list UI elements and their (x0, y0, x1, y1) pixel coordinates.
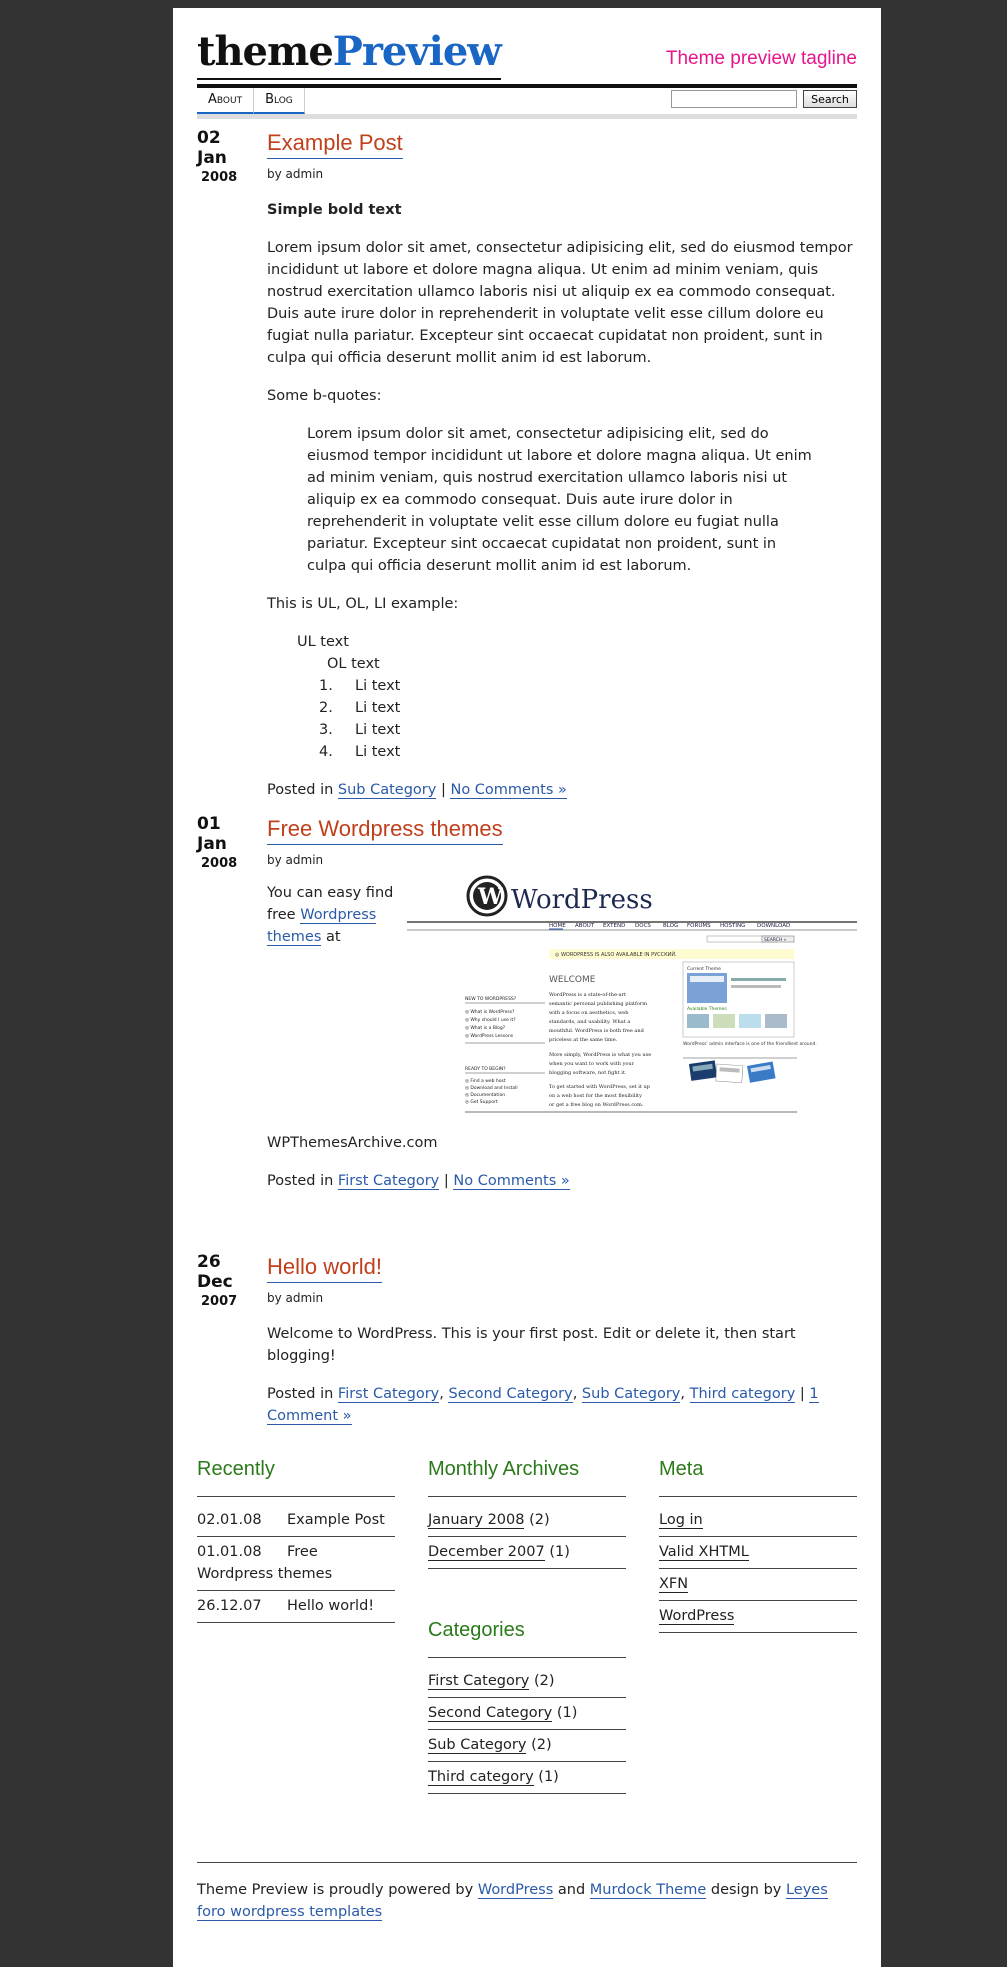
li-number: 4. (319, 744, 333, 760)
archive-item (428, 1505, 626, 1537)
category-count: (1) (538, 1769, 559, 1785)
li-number: 3. (319, 722, 333, 738)
category-link[interactable]: Second Category (428, 1705, 553, 1721)
comments-link[interactable]: No Comments » (453, 1173, 570, 1189)
post-month: Jan (197, 148, 227, 168)
post-year: 2008 (201, 170, 238, 185)
post-byline: by admin (267, 167, 324, 181)
site-footer (197, 1862, 857, 1923)
wp-new-heading: NEW TO WORDPRESS? (465, 997, 517, 1002)
li-text: Li text (355, 700, 401, 716)
logo-part-preview: Preview (332, 28, 501, 75)
site-tagline: Theme preview tagline (665, 48, 857, 69)
widget-title: Categories (428, 1617, 626, 1658)
wordpress-screenshot-drawing (407, 874, 857, 1114)
footer-text: and (557, 1882, 586, 1898)
footer-link-templates[interactable]: foro wordpress templates (197, 1904, 383, 1920)
post-meta (267, 779, 857, 801)
comments-link[interactable]: No Comments » (450, 782, 567, 798)
post-paragraph: Lorem ipsum dolor sit amet, consectetur adipisicing elit, sed do eiusmod tempor incididunt ut labore et dolore magna aliqua. Ut enim ad minim veniam, quis nostrud exercitation ullamco laboris nisi ut aliquip ex ea commodo consequat. Duis aute irure dolor in reprehenderit in voluptate velit esse cillum dolore eu fugiat nulla pariatur. Excepteur sint occaecat cupidatat non proident, sunt in culpa qui officia deserunt mollit anim id est laborum. (267, 240, 853, 366)
category-link[interactable]: Sub Category (337, 782, 437, 798)
category-count: (2) (531, 1737, 552, 1753)
wp-nav-download: DOWNLOAD (757, 923, 791, 929)
recent-title: Hello world! (287, 1598, 375, 1614)
category-item (428, 1730, 626, 1762)
archive-link[interactable]: January 2008 (428, 1512, 525, 1528)
wp-new-link: ◎ WordPress Lessons (465, 1034, 514, 1039)
wp-nav-forums: FORUMS (687, 923, 711, 929)
recent-post-item[interactable] (197, 1591, 395, 1623)
site-reference: WPThemesArchive.com (267, 1135, 438, 1151)
category-item (428, 1762, 626, 1794)
archive-count: (1) (549, 1544, 570, 1560)
example-list (297, 631, 857, 763)
svg-text:on a web host for the most fle: on a web host for the most flexibility (549, 1093, 642, 1099)
meta-item (659, 1537, 857, 1569)
widget-title: Meta (659, 1456, 857, 1497)
bquote-intro: Some b-quotes: (267, 388, 382, 404)
recent-date: 26.12.07 (197, 1598, 262, 1614)
post-month: Dec (197, 1272, 233, 1292)
svg-text:when you want to work with you: when you want to work with your (549, 1061, 635, 1067)
archive-link[interactable]: December 2007 (428, 1544, 545, 1560)
archive-item (428, 1537, 626, 1569)
post-day: 26 (197, 1252, 221, 1272)
meta-link-login[interactable]: Log in (659, 1512, 703, 1528)
post-meta: Posted in First Category, Second Category, Sub Category, Third category | 1 Comment » (267, 1386, 819, 1424)
meta-item (659, 1601, 857, 1633)
widget-title: Recently (197, 1456, 395, 1497)
svg-text:W: W (478, 884, 503, 910)
post-meta (267, 1170, 857, 1192)
widget-categories (428, 1617, 626, 1794)
recent-date: 02.01.08 (197, 1512, 262, 1528)
intro-text: You can easy find free (267, 885, 394, 923)
wp-nav-about: ABOUT (575, 923, 595, 929)
list-item (319, 675, 857, 697)
post-title[interactable]: Example Post (267, 128, 403, 159)
category-link[interactable]: First Category (337, 1173, 440, 1189)
footer-link-leyes[interactable]: Leyes (785, 1882, 828, 1898)
meta-separator: | (440, 782, 446, 798)
nav-item-blog[interactable]: Blog (254, 88, 305, 114)
li-text: Li text (355, 722, 401, 738)
bold-text: Simple bold text (267, 202, 402, 218)
category-item (428, 1698, 626, 1730)
li-number: 1. (319, 678, 333, 694)
ol-text: OL text (327, 656, 380, 672)
post-month: Jan (197, 834, 227, 854)
recent-post-item[interactable] (197, 1505, 395, 1537)
recent-post-item[interactable] (197, 1537, 395, 1591)
post-byline: by admin (267, 853, 324, 867)
post-day: 01 (197, 814, 221, 834)
category-link[interactable]: Sub Category (581, 1386, 681, 1402)
post-paragraph: Welcome to WordPress. This is your first post. Edit or delete it, then start blogging! (267, 1326, 796, 1364)
posted-in-label: Posted in (267, 1173, 334, 1189)
category-link[interactable]: Third category (428, 1769, 534, 1785)
meta-item (659, 1569, 857, 1601)
nav-item-about[interactable]: About (197, 88, 254, 114)
wp-search-btn: SEARCH » (764, 938, 787, 943)
post-year: 2008 (201, 856, 238, 871)
post-day: 02 (197, 128, 221, 148)
nav-bar (197, 84, 857, 119)
wp-brand: WordPress (511, 885, 653, 915)
post-date (197, 1252, 247, 1312)
list-item (319, 719, 857, 741)
footer-text: Theme Preview is proudly powered by (197, 1882, 474, 1898)
posted-in-label: Posted in (267, 782, 334, 798)
wp-nav-blog: BLOG (663, 923, 679, 929)
meta-link-xfn[interactable]: XFN (659, 1576, 689, 1592)
meta-separator: | (443, 1173, 449, 1189)
widget-title: Monthly Archives (428, 1456, 626, 1497)
category-link[interactable]: Third category (689, 1386, 796, 1402)
category-link[interactable]: First Category (337, 1386, 440, 1402)
wordpress-screenshot[interactable] (407, 874, 857, 1114)
svg-text:blogging software, not fight i: blogging software, not fight it. (549, 1070, 627, 1076)
logo-part-theme: theme (197, 28, 333, 75)
footer-link-theme[interactable]: Murdock Theme (589, 1882, 707, 1898)
wp-ready-link: ◎ Download and Install (465, 1086, 518, 1091)
post-year: 2007 (201, 1294, 238, 1309)
category-link[interactable]: Sub Category (428, 1737, 527, 1753)
svg-text:or get a free blog on WordPres: or get a free blog on WordPress.com. (549, 1102, 644, 1108)
meta-item (659, 1505, 857, 1537)
meta-link-xhtml[interactable]: Valid XHTML (659, 1544, 749, 1560)
wp-ready-link: ◎ Get Support (465, 1100, 498, 1105)
svg-text:WordPress is a state-of-the-ar: WordPress is a state-of-the-art (549, 992, 627, 998)
wp-nav-hosting: HOSTING (720, 923, 746, 929)
recent-date: 01.01.08 (197, 1544, 262, 1560)
wp-caption: WordPress' admin interface is one of the friendliest around. (683, 1042, 817, 1047)
blockquote: Lorem ipsum dolor sit amet, consectetur adipisicing elit, sed do eiusmod tempor incididunt ut labore et dolore magna aliqua. Ut enim ad minim veniam, quis nostrud exercitation ullamco laboris nisi ut aliquip ex ea commodo consequat. Duis aute irure dolor in reprehenderit in voluptate velit esse cillum dolore eu fugiat nulla pariatur. Excepteur sint occaecat cupidatat non proident, sunt in culpa qui officia deserunt mollit anim id est laborum. (307, 426, 812, 574)
list-item (319, 741, 857, 763)
wp-current-theme: Current Theme (687, 967, 721, 972)
svg-text:priceless at the same time.: priceless at the same time. (549, 1037, 618, 1043)
widget-meta (659, 1456, 857, 1633)
svg-text:More simply, WordPress is what: More simply, WordPress is what you use (549, 1052, 652, 1058)
post-body (267, 128, 857, 817)
wp-ready-link: ◎ Documentation (465, 1093, 506, 1098)
wordpress-themes-link[interactable]: Wordpress themes (267, 907, 377, 945)
posted-in-label: Posted in (267, 1386, 334, 1402)
post-byline: by admin (267, 1291, 324, 1305)
meta-link-wordpress[interactable]: WordPress (659, 1608, 735, 1624)
category-item (428, 1666, 626, 1698)
footer-text: design by (710, 1882, 782, 1898)
wp-nav-docs: DOCS (635, 923, 651, 929)
svg-text:standards, and usability. What: standards, and usability. What a (549, 1019, 631, 1025)
post-body (267, 1252, 857, 1443)
wp-available-themes: Available Themes (687, 1007, 727, 1012)
post-date (197, 128, 247, 188)
svg-text:To get started with WordPress,: To get started with WordPress, set it up (549, 1084, 650, 1090)
category-count: (2) (533, 1673, 555, 1689)
li-text: Li text (355, 678, 401, 694)
wp-notice: ◎ WORDPRESS IS ALSO AVAILABLE IN РУССКИЙ. (555, 952, 677, 958)
list-intro: This is UL, OL, LI example: (267, 596, 459, 612)
recent-title: Free Wordpress themes (197, 1544, 333, 1582)
meta-separator: | (799, 1386, 805, 1402)
svg-text:semantic personal publishing p: semantic personal publishing platform (549, 1001, 647, 1007)
wp-ready-heading: READY TO BEGIN? (465, 1067, 506, 1072)
list-item (319, 697, 857, 719)
wp-ready-link: ◎ Find a web host (465, 1079, 506, 1084)
widget-recently (197, 1456, 395, 1623)
svg-text:with a focus on aesthetics, we: with a focus on aesthetics, web (549, 1010, 629, 1016)
wp-new-link: ◎ What is WordPress? (465, 1010, 515, 1015)
ul-text: UL text (297, 634, 349, 650)
search-button[interactable]: Search (803, 90, 857, 108)
post-date (197, 814, 247, 874)
page-container (173, 8, 881, 1967)
recent-title: Example Post (287, 1512, 385, 1528)
intro-text-at: at (326, 929, 341, 945)
wp-welcome: WELCOME (549, 975, 596, 985)
post-body (267, 814, 857, 1234)
category-link[interactable]: Second Category (448, 1386, 573, 1402)
footer-link-wordpress[interactable]: WordPress (477, 1882, 554, 1898)
wp-nav-extend: EXTEND (603, 923, 626, 929)
post-intro (267, 882, 397, 948)
li-number: 2. (319, 700, 333, 716)
wp-nav-home: HOME (549, 923, 566, 929)
post-title[interactable]: Free Wordpress themes (267, 814, 503, 845)
wp-new-link: ◎ Why should I use it? (465, 1018, 516, 1023)
wp-new-link: ◎ What is a Blog? (465, 1026, 506, 1031)
widget-archives (428, 1456, 626, 1569)
post-title[interactable]: Hello world! (267, 1252, 382, 1283)
category-count: (1) (556, 1705, 578, 1721)
search-input[interactable] (671, 90, 797, 108)
comments-link[interactable]: 1 Comment » (267, 1386, 819, 1424)
svg-text:mouthful. WordPress is both fr: mouthful. WordPress is both free and (549, 1028, 644, 1034)
li-text: Li text (355, 744, 401, 760)
site-logo[interactable] (197, 28, 501, 80)
category-link[interactable]: First Category (428, 1673, 530, 1689)
archive-count: (2) (529, 1512, 550, 1528)
